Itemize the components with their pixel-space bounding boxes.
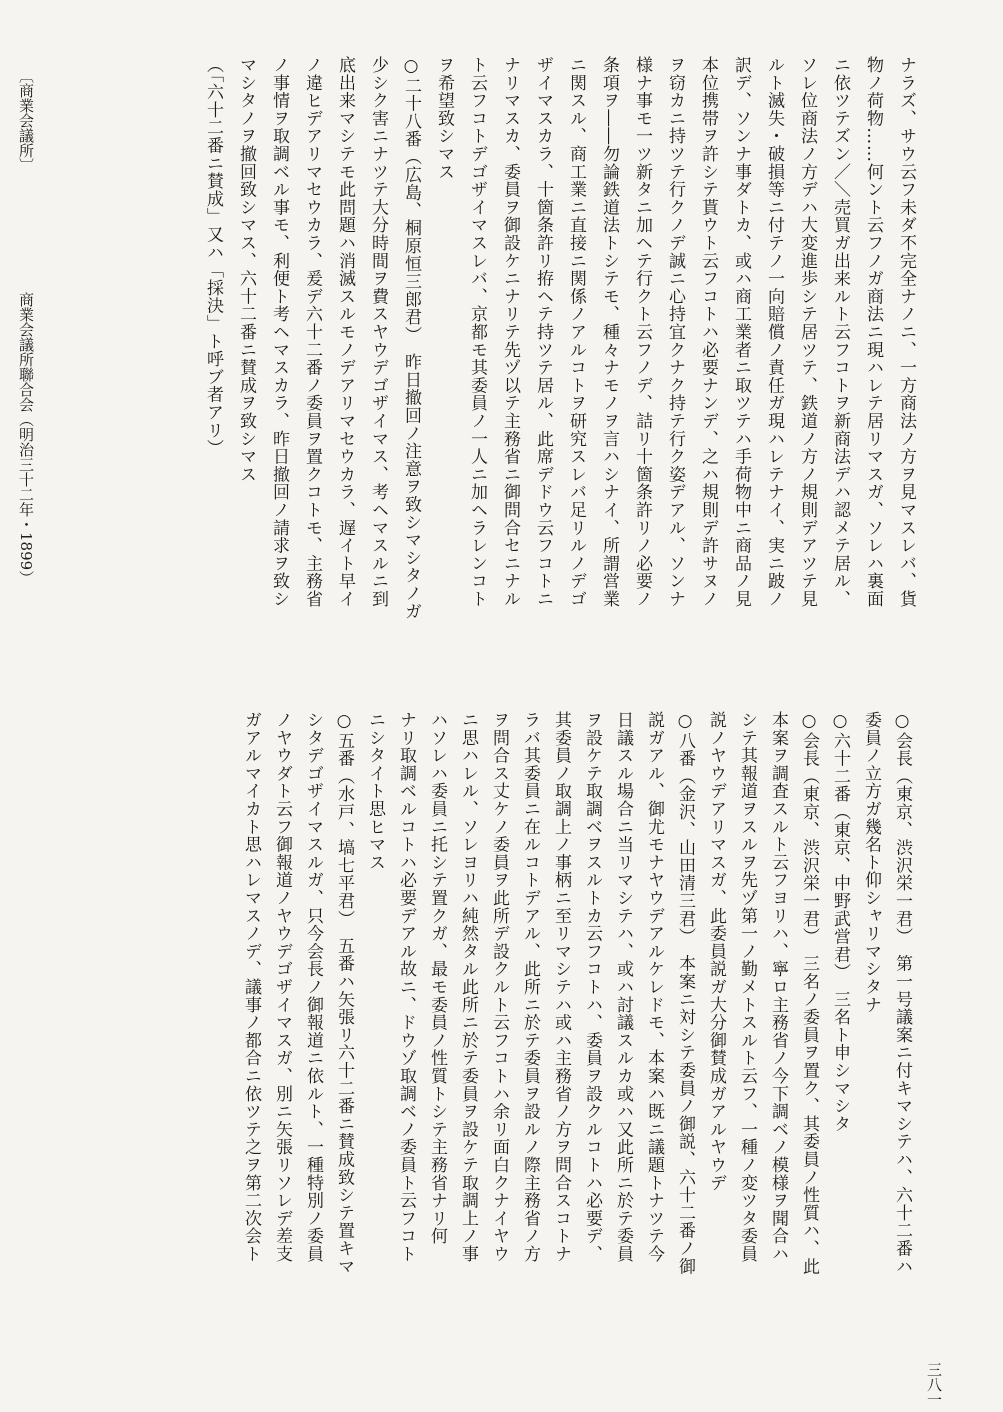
- text-column-top-4: ソレ位商法ノ方デハ大変進歩シテ居ツテ、鉄道ノ方ノ規則デアツテ見: [797, 56, 817, 608]
- text-column-bottom-6: シテ其報道ヲスルヲ先ヅ第一ノ勤メトスルト云フ、一種ノ変ツタ委員: [737, 711, 757, 1263]
- footer-section: 〔商業会議所〕: [17, 68, 35, 173]
- text-column-top-14: ト云フコトデゴザイマスレバ、京都モ其委員ノ一人ニ加ヘラレンコト: [467, 56, 487, 608]
- page-number: 三八一: [925, 1362, 943, 1407]
- text-column-top-6: 訳デ、ソンナ事ダトカ、或ハ商工業者ニ取ツテハ手荷物中ニ商品ノ見: [731, 56, 751, 608]
- text-column-bottom-16: ハソレハ委員ニ托シテ置クガ、最モ委員ノ性質トシテ主務省ナリ何: [427, 711, 447, 1245]
- footer-title: 商業会議所聯合会（明治三十二年・1899）: [17, 292, 35, 586]
- text-column-bottom-13: ラバ其委員ニ在ルコトデアル、此所ニ於テ委員ヲ設ルノ際主務省ノ方: [520, 711, 540, 1263]
- text-column-top-19: ノ違ヒデアリマセウカラ、爰デ六十二番ノ委員ヲ置クコトモ、主務省: [302, 56, 322, 608]
- text-column-bottom-21: ノヤウダト云フ御報道ノヤウデゴザイマスガ、別ニ矢張リソレデ差支: [272, 711, 292, 1263]
- text-column-top-10: 条項ヲ――勿論鉄道法トシテモ、種々ナモノヲ言ハシナイ、所謂営業: [599, 56, 619, 608]
- text-column-top-12: ザイマスカラ、十箇条許リ拵ヘテ持ツテ居ル、此席デドウ云フコトニ: [533, 56, 553, 608]
- text-column-top-9: 様ナ事モ一ツ新タニ加ヘテ行クト云フノデ、詰リ十箇条許リノ必要ノ: [632, 56, 652, 608]
- text-column-top-8: ヲ窃カニ持ツテ行クノデ誠ニ心持宜クナク持テ行ク姿デアル、ソンナ: [665, 56, 685, 608]
- text-column-bottom-9: 説ガアル、御尤モナヤウデアルケレドモ、本案ハ既ニ議題トナツテ今: [644, 711, 664, 1263]
- text-column-top-20: ノ事情ヲ取調ベル事モ、利便ト考ヘマスカラ、昨日撤回ノ請求ヲ致シ: [269, 56, 289, 608]
- text-column-bottom-4: ○会長（東京、渋沢栄一君） 三名ノ委員ヲ置ク、其委員ノ性質ハ、此: [799, 711, 819, 1276]
- text-column-top-18: 底出来マシテモ此問題ハ消滅スルモノデアリマセウカラ、遅イト早イ: [335, 56, 355, 608]
- text-column-top-17: 少シク害ニナツテ大分時間ヲ費スヤウデゴザイマス、考ヘマスルニ到: [368, 56, 388, 608]
- text-column-bottom-22: ガアルマイカト思ハレマスノデ、議事ノ都合ニ依ツテ之ヲ第二次会ト: [241, 711, 261, 1263]
- text-column-bottom-7: 説ノヤウデアリマスガ、此委員説ガ大分御賛成ガアルヤウデ: [706, 711, 726, 1192]
- text-column-bottom-14: ヲ問合ス丈ケノ委員ヲ此所デ設クルト云フコトハ余リ面白クナイヤウ: [489, 711, 509, 1263]
- text-column-top-11: ニ関スル、商工業ニ直接ニ関係ノアルコトヲ研究スレバ足リルノデゴ: [566, 56, 586, 608]
- text-column-bottom-20: シタデゴザイマスルガ、只今会長ノ御報道ニ依ルト、一種特別ノ委員: [303, 711, 323, 1263]
- text-column-bottom-3: ○六十二番（東京、中野武営君） 三名ト申シマシタ: [830, 711, 850, 1133]
- text-column-top-16: ○二十八番（広島、桐原恒三郎君） 昨日撤回ノ注意ヲ致シマシタノガ: [401, 56, 421, 621]
- text-column-bottom-5: 本案ヲ調査スルト云フヨリハ、寧ロ主務省ノ今下調ベノ模様ヲ聞合ハ: [768, 711, 788, 1263]
- text-column-top-15: ヲ希望致シマス: [434, 56, 454, 181]
- text-column-bottom-19: ○五番（水戸、塙七平君） 五番ハ矢張リ六十二番ニ賛成致シテ置キマ: [334, 711, 354, 1276]
- text-column-bottom-8: ○八番（金沢、山田清三君） 本案ニ対シテ委員ノ御説、六十二番ノ御: [675, 711, 695, 1276]
- text-column-top-2: 物ノ荷物……何ント云フノガ商法ニ現ハレテ居リマスガ、ソレハ裏面: [863, 56, 883, 608]
- text-column-bottom-11: ヲ設ケテ取調ベヲスルトカ云フコトハ、委員ヲ設クルコトハ必要デ、: [582, 711, 602, 1263]
- text-column-bottom-2: 委員ノ立方ガ幾名ト仰シャリマシタナ: [861, 711, 881, 1014]
- text-column-top-5: ルト滅失・破損等ニ付テノ一向賠償ノ責任ガ現ハレテナイ、実ニ跛ノ: [764, 56, 784, 608]
- text-column-top-21: マシタノヲ撤回致シマス、六十二番ニ賛成ヲ致シマス: [236, 56, 256, 484]
- text-column-top-22: （「六十二番ニ賛成」又ハ「採決」ト呼ブ者アリ）: [203, 56, 223, 457]
- text-column-bottom-18: ニシタイト思ヒマス: [365, 711, 385, 872]
- text-column-bottom-10: 日議スル場合ニ当リマシテハ、或ハ討議スルカ或ハ又此所ニ於テ委員: [613, 711, 633, 1263]
- text-column-top-1: ナラズ、サウ云フ未ダ不完全ナノニ、一方商法ノ方ヲ見マスレバ、貨: [896, 56, 916, 608]
- text-column-top-7: 本位携帯ヲ許シテ貰ウト云フコトハ必要ナンデ、之ハ規則デ許サヌノ: [698, 56, 718, 608]
- text-column-top-3: ニ依ツテズン／＼売買ガ出来ルト云フコトヲ新商法デハ認メテ居ル、: [830, 56, 850, 608]
- text-column-bottom-1: ○会長（東京、渋沢栄一君） 第一号議案ニ付キマシテハ、六十二番ハ: [892, 711, 912, 1276]
- text-column-top-13: ナリマスカ、委員ヲ御設ケニナリテ先ヅ以テ主務省ニ御問合セニナル: [500, 56, 520, 608]
- text-column-bottom-17: ナリ取調ベルコトハ必要デアル故ニ、ドウゾ取調ベノ委員ト云フコト: [396, 711, 416, 1263]
- text-column-bottom-12: 其委員ノ取調上ノ事柄ニ至リマシテハ或ハ主務省ノ方ヲ問合スコトナ: [551, 711, 571, 1263]
- text-column-bottom-15: ニ思ハレル、ソレヨリハ純然タル此所ニ於テ委員ヲ設ケテ取調上ノ事: [458, 711, 478, 1263]
